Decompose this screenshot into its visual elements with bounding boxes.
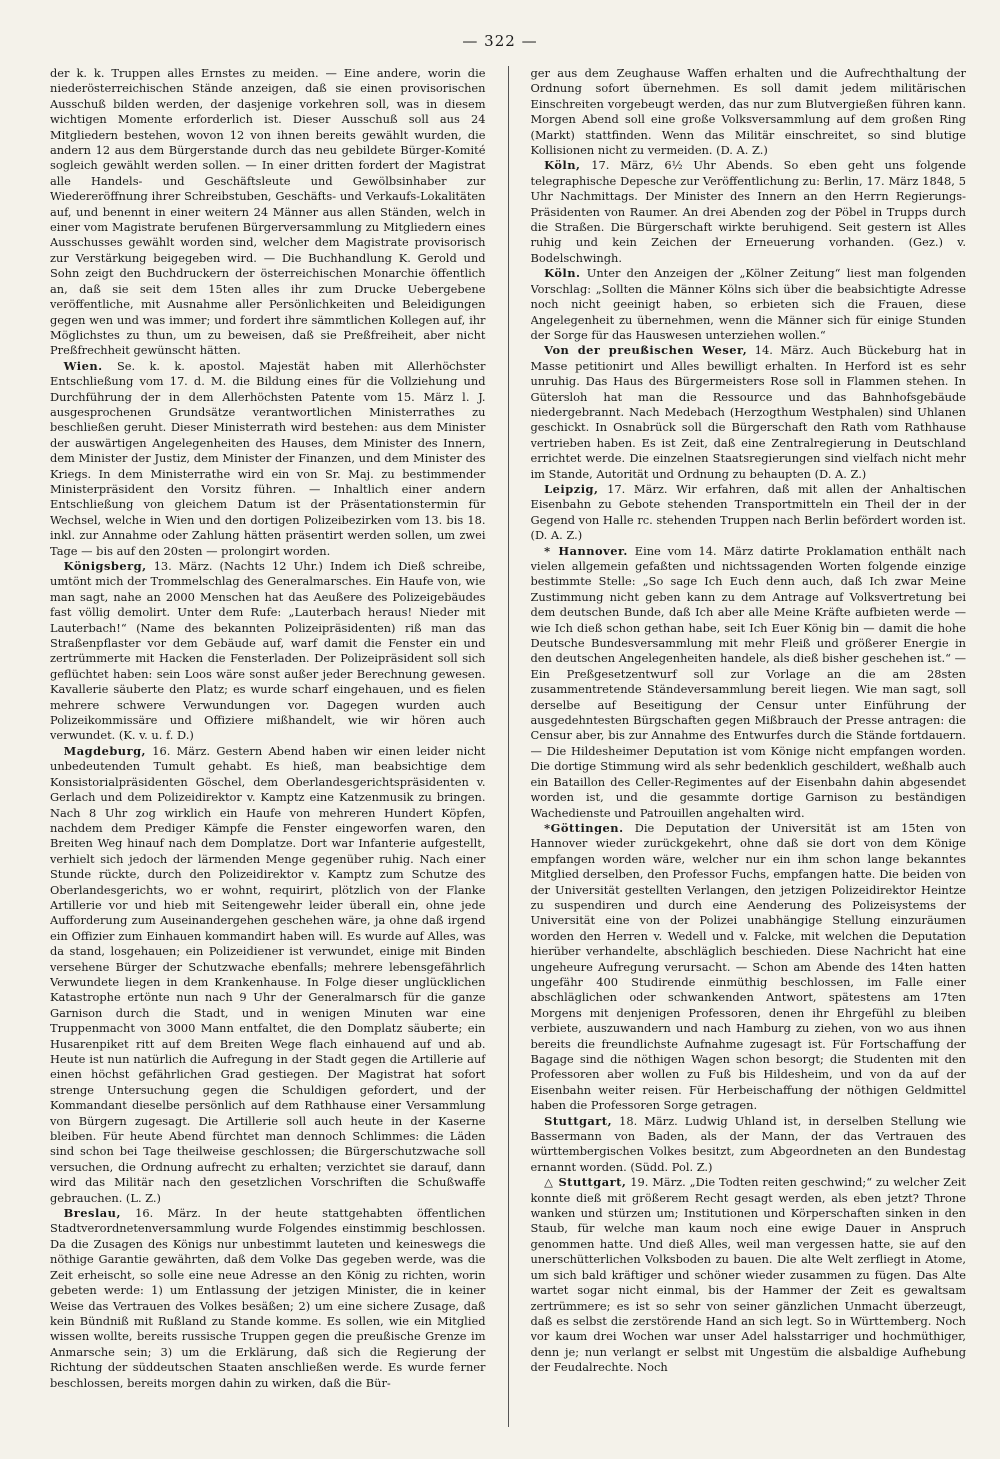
article-dateline: Von der preußischen Weser, [544, 343, 748, 358]
column-left [50, 66, 486, 1427]
article-text: Eine vom 14. März datirte Proklamation enthält nach vielen allgemein gefaßten und nichtssagenden Worten folgende einzige bestimmte Stelle: „So sage Ich Euch denn auch, daß Ich zwar Meine Zustimmung nicht geben kann zu dem Antrage auf Volksvertretung bei dem deutschen Bunde, daß Ich aber alle Meine Kräfte aufbieten werde — wie Ich dieß schon gethan habe, seit Ich Euer König bin — damit die hohe Deutsche Bundesversammlung mit mehr Fleiß und größerer Energie in den deutschen Angelegenheiten handele, als dieß bisher geschehen ist.“ — Ein Preßgesetzentwurf soll zur Vorlage an die am 28sten zusammentretende Ständeversammlung bereit liegen. Wie man sagt, soll derselbe auf Beseitigung der Censur unter Einführung der ausgedehntesten Bürgschaften gegen Mißbrauch der Presse antragen: die Censur aber, bis zur Annahme des Entwurfes durch die Stände fortdauern. — Die Hildesheimer Deputation ist vom Könige nicht empfangen worden. Die dortige Stimmung wird als sehr bedenklich geschildert, weßhalb auch ein Bataillon des Celler-Regimentes auf der Eisenbahn dahin abgesendet worden ist, und die gesammte dortige Garnison zu beständigen Wachedienste und Patrouillen angehalten wird. [530, 543, 966, 820]
article-paragraph [50, 359, 486, 559]
article-text: 18. März. Ludwig Uhland ist, in derselben Stellung wie Bassermann von Baden, als der Mann, der das Vertrauen des württembergischen Volkes besitzt, zum Abgeordneten an den Bundestag ernannt worden. (Südd. Pol. Z.) [530, 1113, 966, 1174]
article-dateline: *Göttingen. [544, 820, 624, 835]
article-paragraph [531, 544, 967, 821]
article-paragraph [50, 744, 486, 1206]
article-dateline: Leipzig, [544, 481, 599, 496]
article-dateline: Magdeburg, [63, 743, 147, 758]
article-text: ger aus dem Zeughause Waffen erhalten und die Aufrechthaltung der Ordnung sofort übernehmen. Es soll damit jedem militärischen Einschreiten vorgebeugt werden, das nur zum Blutvergießen führen kann. Morgen Abend soll eine große Volksversammlung auf dem großen Ring (Markt) stattfinden. Wenn das Militär einschreitet, so sind blutige Kollisionen nicht zu vermeiden. (D. A. Z.) [530, 66, 966, 158]
article-dateline: Breslau, [63, 1206, 121, 1221]
article-dateline: * Hannover. [544, 543, 628, 558]
article-paragraph [50, 559, 486, 744]
article-paragraph [531, 343, 967, 482]
article-dateline: Köln. [544, 266, 581, 281]
article-dateline: Stuttgart, [544, 1113, 613, 1128]
article-dateline: Köln, [544, 158, 581, 173]
article-text: 17. März, 6½ Uhr Abends. So eben geht uns folgende telegraphische Depesche zur Veröffentlichung zu: Berlin, 17. März 1848, 5 Uhr Nachmittags. Der Minister des Innern an den Herrn Regierungs-Präsidenten von Raumer. An drei Abenden zog der Pöbel in Trupps durch die Straßen. Die Bürgerschaft wirkte beruhigend. Seit gestern ist Alles ruhig und kein Zeichen der Erneuerung vorhanden. (Gez.) v. Bodelschwingh. [530, 158, 966, 265]
article-text: 19. März. „Die Todten reiten geschwind;“ zu welcher Zeit konnte dieß mit größerem Recht gesagt werden, als eben jetzt? Throne wanken und stürzen um; Institutionen und Körperschaften sinken in den Staub, für welche man kaum noch eine ewige Dauer in Anspruch genommen hatte. Und dieß Alles, weil man vergessen hatte, sie auf den unerschütterlichen Volksboden zu bauen. Die alte Welt zerfliegt in Atome, um sich bald kräftiger und schöner wieder zusammen zu fügen. Das Alte wartet sogar nicht einmal, bis der Hammer der Zeit es gewaltsam zertrümmere; es ist so sehr von seiner gänzlichen Unmacht überzeugt, daß es selbst die zerstörende Hand an sich legt. So in Württemberg. Noch vor kaum drei Wochen war unser Adel halsstarriger und hochmüthiger, denn je; nun verlangt er selbst mit Ungestüm die alsbaldige Aufhebung der Feudalrechte. Noch [530, 1175, 966, 1375]
article-text: Die Deputation der Universität ist am 15ten von Hannover wieder zurückgekehrt, ohne daß sie dort von dem Könige empfangen worden wäre, welcher nur ein ihm schon lange bekanntes Mitglied derselben, den Professor Fuchs, empfangen hatte. Die beiden von der Universität gestellten Verlangen, den jetzigen Polizeidirektor Heintze zu suspendiren und durch eine Aenderung des Polizeisystems der Universität eine von der Polizei unabhängige Stellung einzuräumen worden den Herren v. Wedell und v. Falcke, mit welchen die Deputation hierüber verhandelte, abschläglich beschieden. Diese Nachricht hat eine ungeheure Aufregung verursacht. — Schon am Abende des 14ten hatten ungefähr 400 Studirende einmüthig beschlossen, im Falle einer abschläglichen oder schwankenden Antwort, spätestens am 17ten Morgens mit denjenigen Professoren, denen ihr Ehrgefühl zu bleiben verbiete, auszuwandern und nach Hamburg zu ziehen, von wo aus ihnen bereits die freundlichste Aufnahme zugesagt ist. Für Fortschaffung der Bagage sind die nöthigen Wagen schon besorgt; die Studenten mit den Professoren aber wollen zu Fuß bis Hildesheim, und von da auf der Eisenbahn weiter reisen. Für Herbeischaffung der nöthigen Geldmittel haben die Professoren Sorge getragen. [530, 820, 966, 1113]
page-number: — 322 — [462, 32, 538, 50]
article-paragraph [50, 66, 486, 359]
article-dateline: Königsberg, [63, 559, 147, 573]
article-paragraph [531, 821, 967, 1114]
article-text: 14. März. Auch Bückeburg hat in Masse petitionirt und Alles bewilligt erhalten. In Herford ist es sehr unruhig. Das Haus des Bürgermeisters Rose soll in Flammen stehen. In Gütersloh hat man die Ressource und das Bahnhofsgebäude niedergebrannt. Nach Medebach (Herzogthum Westphalen) sind Uhlanen geschickt. In Osnabrück soll die Bürgerschaft den Rath vom Rathhause vertrieben haben. Es ist Zeit, daß eine Zentralregierung in Deutschland errichtet werde. Die einzelnen Staatsregierungen sind vielfach nicht mehr im Stande, Autorität und Ordnung zu behaupten (D. A. Z.) [530, 343, 966, 481]
article-dateline: Wien. [63, 358, 103, 373]
article-text: 16. März. In der heute stattgehabten öffentlichen Stadtverordnetenversammlung wurde Folgendes einstimmig beschlossen. Da die Zusagen des Königs nur unbestimmt lauteten und keineswegs die nöthige Garantie gewährten, daß dem Volke Das gegeben werde, was die Zeit erheischt, so solle eine neue Adresse an den König zu richten, worin gebeten werde: 1) um Entlassung der jetzigen Minister, die in keiner Weise das Vertrauen des Volkes besäßen; 2) um eine sichere Zusage, daß kein Bündniß mit Rußland zu Stande komme. Es sollen, wie ein Mitglied wissen wollte, bereits russische Truppen gegen die preußische Grenze im Anmarsche sein; 3) um die Erklärung, daß sich die Regierung der Richtung der süddeutschen Staaten anschließen werde. Es wurde ferner beschlossen, bereits morgen dahin zu wirken, daß die Bür- [50, 1206, 486, 1390]
article-paragraph [531, 158, 967, 266]
article-paragraph [531, 482, 967, 544]
article-text: Unter den Anzeigen der „Kölner Zeitung“ liest man folgenden Vorschlag: „Sollten die Männer Kölns sich über die beabsichtigte Adresse noch nicht geeinigt haben, so erbieten sich die Frauen, diese Angelegenheit zu übernehmen, wenn die Männer sich für einige Stunden der Sorge für das Hauswesen unterziehen wollen.“ [530, 266, 966, 342]
column-right [531, 66, 967, 1427]
column-divider [508, 66, 509, 1427]
article-text: 13. März. (Nachts 12 Uhr.) Indem ich Dieß schreibe, umtönt mich der Trommelschlag des Generalmarsches. Ein Haufe von, wie man sagt, nahe an 2000 Menschen hat das Aeußere des Polizeigebäudes fast völlig demolirt. Unter dem Rufe: „Lauterbach heraus! Nieder mit Lauterbach!“ (Name des bekannten Polizeipräsidenten) riß man das Straßenpflaster vor dem Gebäude auf, warf damit die Fenster ein und zertrümmerte mit Hacken die Fensterladen. Der Polizeipräsident soll sich geflüchtet haben: sein Loos wäre sonst außer jeder Berechnung gewesen. Kavallerie säuberte den Platz; es wurde scharf eingehauen, und es fielen mehrere schwere Verwundungen vor. Dagegen wurden auch Polizeikommissäre und Offiziere mißhandelt, wie wir hören auch verwundet. (K. v. u. f. D.) [50, 559, 486, 743]
article-paragraph [531, 1114, 967, 1176]
article-text: Se. k. k. apostol. Majestät haben mit Allerhöchster Entschließung vom 17. d. M. die Bildung eines für die Vollziehung und Durchführung der in dem Allerhöchsten Patente vom 15. März l. J. ausgesprochenen Grundsätze verantwortlichen Ministerrathes zu beschließen geruht. Dieser Ministerrath wird bestehen: aus dem Minister der auswärtigen Angelegenheiten des Hauses, dem Minister des Innern, dem Minister der Justiz, dem Minister der Finanzen, und dem Minister des Kriegs. In dem Ministerrathe wird ein von Sr. Maj. zu bestimmender Ministerpräsident den Vorsitz führen. — Inhaltlich einer andern Entschließung von gleichem Datum ist der Präsentationstermin für Wechsel, welche in Wien und den dortigen Polizeibezirken vom 13. bis 18. inkl. zur Annahme oder Zahlung hätten präsentirt werden sollen, um zwei Tage — bis auf den 20sten — prolongirt worden. [50, 358, 486, 558]
columns [50, 66, 966, 1427]
article-text: 17. März. Wir erfahren, daß mit allen der Anhaltischen Eisenbahn zu Gebote stehenden Transportmitteln ein Theil der in der Gegend von Halle rc. stehenden Truppen nach Berlin befördert worden ist. (D. A. Z.) [530, 481, 966, 543]
article-paragraph [531, 66, 967, 158]
article-paragraph [531, 266, 967, 343]
article-text: der k. k. Truppen alles Ernstes zu meiden. — Eine andere, worin die niederösterreichischen Stände anzeigen, daß sie einen provisorischen Ausschuß bilden werden, der dasjenige vorkehren soll, was in diesem wichtigen Momente erforderlich ist. Dieser Ausschuß soll aus 24 Mitgliedern bestehen, wovon 12 von ihnen bereits gewählt wurden, die andern 12 aus dem Bürgerstande durch das neu gebildete Bürger-Komité sogleich gewählt werden sollen. — In einer dritten fordert der Magistrat alle Handels- und Geschäftsleute und Gewölbsinhaber zur Wiedereröffnung ihrer Schreibstuben, Geschäfts- und Verkaufs-Lokalitäten auf, und benennt in einer weitern 24 Männer aus allen Ständen, welch in einer vom Magistrate berufenen Bürgerversammlung zu Mitgliedern eines Ausschusses gewählt worden sind, welcher dem Magistrate provisorisch zur Verstärkung beigegeben wird. — Die Buchhandlung K. Gerold und Sohn zeigt den Buchdruckern der österreichischen Monarchie öffentlich an, daß sie seit dem 15ten alles ihr zum Drucke Uebergebene veröffentliche, mit Ausnahme aller Persönlichkeiten und Beleidigungen gegen wen und was immer; und fordert ihre sämmtlichen Kollegen auf, ihr Möglichstes zu thun, um zu beweisen, daß sie Preßfreiheit, aber nicht Preßfrechheit gewünscht hätten. [50, 66, 486, 358]
article-dateline: △ Stuttgart, [544, 1175, 627, 1190]
article-text: 16. März. Gestern Abend haben wir einen leider nicht unbedeutenden Tumult gehabt. Es hieß, man beabsichtige dem Konsistorialpräsidenten Göschel, dem Oberlandesgerichtspräsidenten v. Gerlach und dem Polizeidirektor v. Kamptz eine Katzenmusik zu bringen. Nach 8 Uhr zog wirklich ein Haufe von mehreren Hundert Köpfen, nachdem dem Prediger Kämpfe die Fenster eingeworfen waren, den Breiten Weg hinauf nach dem Domplatze. Dort war Infanterie aufgestellt, verhielt sich jedoch der lärmenden Menge gegenüber ruhig. Nach einer Stunde rückte, durch den Polizeidirektor v. Kamptz zum Schutze des Oberlandesgerichts, wo er wohnt, requirirt, plötzlich von der Flanke Artillerie vor und hieb mit Seitengewehr leider überall ein, ohne jede Aufforderung zum Auseinandergehen geschehen wäre, ja ohne daß irgend ein Offizier zum Einhauen kommandirt haben will. Es wurde auf Alles, was da stand, losgehauen; ein Polizeidiener ist verwundet, einige mit Binden versehene Bürger der Schutzwache ebenfalls; mehrere lebensgefährlich Verwundete liegen in dem Krankenhause. In Folge dieser unglücklichen Katastrophe ertönte nun nach 9 Uhr der Generalmarsch für die ganze Garnison durch die Stadt, und in wenigen Minuten war eine Truppenmacht von 3000 Mann entfaltet, die den Domplatz säuberte; ein Husarenpiket ritt auf dem Breiten Wege flach einhauend auf und ab. Heute ist nun natürlich die Aufregung in der Stadt gegen die Artillerie auf einen höchst gefährlichen Grad gestiegen. Der Magistrat hat sofort strenge Untersuchung gegen die Schuldigen gefordert, und der Kommandant dieselbe persönlich auf dem Rathhause einer Versammlung von Bürgern zugesagt. Die Artillerie soll auch heute in der Kaserne bleiben. Für heute Abend fürchtet man dennoch Schlimmes: die Läden sind schon bei Tage theilweise geschlossen; die Bürgerschutzwache soll versuchen, die Ordnung aufrecht zu erhalten; verzichtet sie darauf, dann wird das Militär nach den gesetzlichen Vorschriften die Schußwaffe gebrauchen. (L. Z.) [50, 743, 486, 1205]
article-paragraph [531, 1175, 967, 1375]
article-paragraph [50, 1206, 486, 1391]
